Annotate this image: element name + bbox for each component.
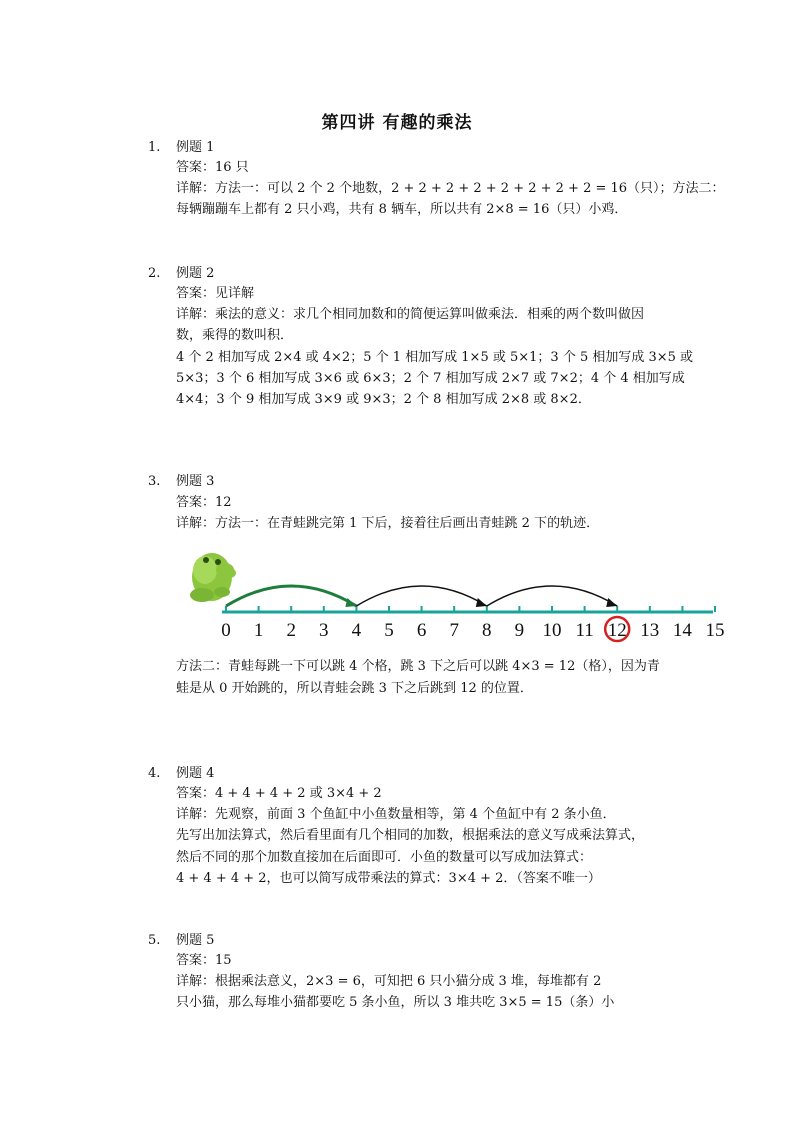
number-line-label: 13: [640, 620, 660, 641]
item-heading: 例题 1: [176, 140, 215, 155]
detail-line: 方法二：青蛙每跳一下可以跳 4 个格，跳 3 下之后可以跳 4×3 = 12（格），因为青: [176, 659, 660, 674]
number-line-label: 6: [416, 620, 427, 641]
item-heading: 例题 5: [176, 933, 215, 948]
number-line-label: 15: [705, 620, 725, 641]
detail-line: 详解：方法一：在青蛙跳完第 1 下后，接着往后画出青蛙跳 2 下的轨迹．: [176, 516, 600, 531]
number-line-label: 8: [482, 620, 492, 641]
frog-icon: [190, 553, 236, 602]
page-title: 第四讲 有趣的乘法: [321, 113, 473, 133]
detail-line: 然后不同的那个加数直接加在后面即可．小鱼的数量可以写成加法算式：: [176, 850, 593, 865]
detail-line: 详解：先观察，前面 3 个鱼缸中小鱼数量相等，第 4 个鱼缸中有 2 条小鱼．: [176, 807, 616, 822]
jump-arc: [356, 586, 486, 606]
number-line-label: 12: [607, 620, 627, 641]
item-number: 3.: [148, 474, 161, 489]
detail-line: 先写出加法算式，然后看里面有几个相同的加数，根据乘法的意义写成乘法算式，: [176, 828, 645, 843]
number-line-label: 7: [449, 620, 459, 641]
detail-line: 4×4；3 个 9 相加写成 3×9 或 9×3；2 个 8 相加写成 2×8 或 8×2．: [176, 392, 591, 407]
detail-line: 详解：乘法的意义：求几个相同加数和的简便运算叫做乘法．相乘的两个数叫做因: [176, 307, 645, 322]
detail-line: 数，乘得的数叫积．: [176, 328, 294, 343]
item-number: 4.: [148, 766, 161, 781]
jump-arrowhead: [476, 598, 487, 607]
detail-line: 详解：根据乘法意义，2×3 = 6，可知把 6 只小猫分成 3 堆，每堆都有 2: [176, 974, 602, 989]
item-number: 2.: [148, 266, 161, 281]
number-line-label: 3: [319, 620, 329, 641]
number-line-label: 5: [384, 620, 394, 641]
jump-arc: [487, 586, 617, 606]
item-number: 5.: [148, 933, 161, 948]
number-line-label: 4: [351, 620, 362, 641]
number-line-label: 9: [514, 620, 525, 641]
detail-line: 蛙是从 0 开始跳的，所以青蛙会跳 3 下之后跳到 12 的位置．: [176, 681, 533, 696]
answer-line: 答案：见详解: [176, 286, 255, 301]
number-line-figure: [0, 540, 794, 650]
detail-line: 4 个 2 相加写成 2×4 或 4×2；5 个 1 相加写成 1×5 或 5×1；3 个 5 相加写成 3×5 或: [176, 350, 694, 365]
number-line-label: 1: [253, 620, 264, 641]
detail-line: 4 + 4 + 4 + 2，也可以简写成带乘法的算式：3×4 + 2．（答案不唯一）: [176, 871, 601, 886]
number-line-label: 14: [672, 620, 692, 641]
detail-line: 每辆蹦蹦车上都有 2 只小鸡，共有 8 辆车，所以共有 2×8 = 16（只）小鸡．: [176, 202, 628, 217]
answer-line: 答案：15: [176, 953, 232, 968]
answer-line: 答案：12: [176, 495, 232, 510]
item-heading: 例题 4: [176, 766, 215, 781]
number-line-label: 11: [575, 620, 594, 641]
item-heading: 例题 2: [176, 266, 215, 281]
item-number: 1.: [148, 140, 161, 155]
number-line-label: 2: [286, 620, 296, 641]
answer-line: 答案：4 + 4 + 4 + 2 或 3×4 + 2: [176, 786, 382, 801]
jump-arc: [226, 586, 356, 606]
detail-line: 详解：方法一：可以 2 个 2 个地数，2 + 2 + 2 + 2 + 2 + 2 + 2 + 2 = 16（只）；方法二：: [176, 181, 725, 196]
answer-line: 答案：16 只: [176, 160, 249, 175]
detail-line: 5×3；3 个 6 相加写成 3×6 或 6×3；2 个 7 相加写成 2×7 或 7×2；4 个 4 相加写成: [176, 371, 685, 386]
detail-line: 只小猫，那么每堆小猫都要吃 5 条小鱼，所以 3 堆共吃 3×5 = 15（条）小: [176, 995, 615, 1010]
number-line-label: 10: [542, 620, 562, 641]
number-line-label: 0: [221, 620, 231, 641]
item-heading: 例题 3: [176, 474, 215, 489]
jump-arrowhead: [606, 598, 617, 607]
